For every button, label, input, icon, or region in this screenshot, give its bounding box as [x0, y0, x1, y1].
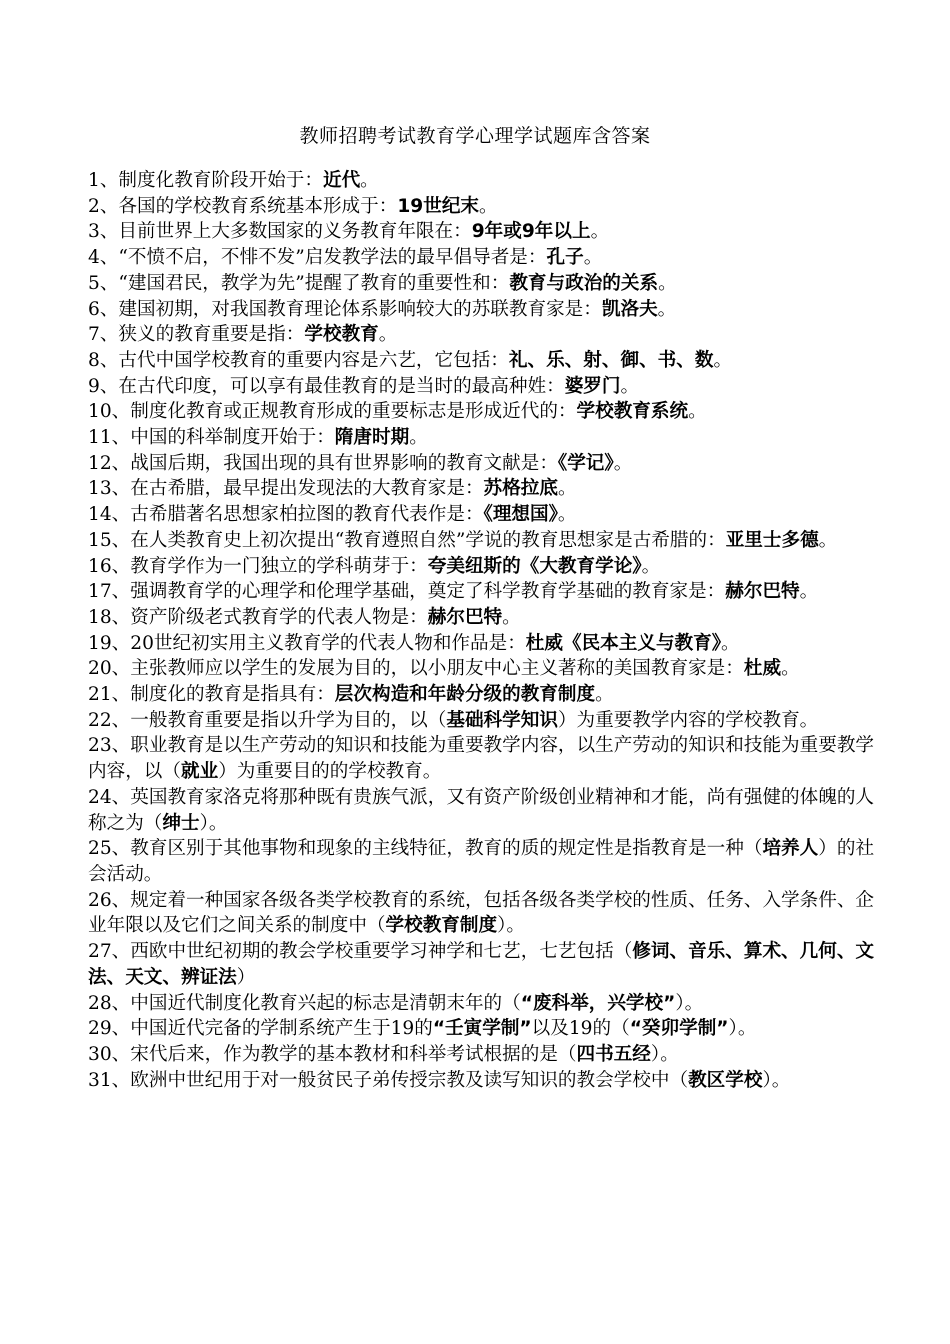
question-text: 20、主张教师应以学生的发展为目的，以小朋友中心主义著称的美国教育家是： [88, 658, 744, 680]
answer-text: 《理想国》 [483, 504, 558, 526]
question-text: 31、欧洲中世纪用于对一般贫民子弟传授宗教及读写知识的教会学校中（ [88, 1069, 689, 1091]
question-text: 15、在人类教育史上初次提出“教育遵照自然”学说的教育思想家是古希腊的： [88, 529, 726, 551]
question-item [88, 836, 878, 887]
question-item [88, 708, 878, 734]
question-item [88, 297, 878, 323]
answer-text: 学校教育系统 [576, 401, 689, 423]
question-text-end: 。 [595, 684, 614, 706]
question-text: 19、20世纪初实用主义教育学的代表人物和作品是： [88, 632, 526, 654]
question-text-end: 。 [799, 581, 819, 603]
question-item [88, 631, 878, 657]
question-text-end: 。 [409, 427, 428, 449]
question-text-end: 。 [721, 632, 740, 654]
question-item [88, 322, 878, 348]
question-text-end: 。 [378, 324, 398, 346]
answer-text: 绅士 [162, 812, 200, 834]
question-text-end: 。 [590, 221, 610, 243]
question-item [88, 219, 878, 245]
question-text: 4、“不愤不启，不悱不发”启发教学法的最早倡导者是： [88, 247, 547, 269]
question-text-end: ）。 [762, 1069, 791, 1091]
answer-text: 亚里士多德 [725, 529, 819, 551]
question-text-end: 。 [613, 452, 633, 474]
question-text: 26、规定着一种国家各级各类学校教育的系统，包括各级各类学校的性质、任务、入学条件、企业年限以及它们之间关系的制度中（ [88, 889, 875, 937]
question-text: 11、中国的科举制度开始于： [88, 427, 335, 449]
question-text: 28、中国近代制度化教育兴起的标志是清朝末年的（ [88, 992, 521, 1014]
question-item [88, 682, 878, 708]
question-text-end: 以及19的（ [531, 1018, 630, 1040]
answer-text: 凯洛夫 [601, 298, 658, 320]
answer-text: 夸美纽斯的《大教育学论》 [427, 555, 642, 577]
question-item [88, 476, 878, 502]
question-item [88, 528, 878, 554]
question-text-end: 。 [818, 529, 838, 551]
question-text-end: 。 [713, 349, 733, 371]
question-item [88, 271, 878, 297]
question-list [88, 168, 878, 1093]
question-text-end: ）。 [199, 812, 228, 834]
answer-text: 礼、乐、射、御、书、数 [508, 349, 714, 371]
question-text: 10、制度化教育或正规教育形成的重要标志是形成近代的： [88, 401, 577, 423]
answer-text: 9年或9年以上 [471, 221, 591, 243]
question-item [88, 888, 878, 939]
question-item [88, 1042, 878, 1068]
question-item [88, 374, 878, 400]
question-item [88, 733, 878, 784]
question-text-end: ）。 [675, 992, 704, 1014]
question-text-end: 。 [657, 298, 677, 320]
question-text: 3、目前世界上大多数国家的义务教育年限在： [88, 221, 472, 243]
question-text-end: 。 [781, 658, 800, 680]
question-text: 1、制度化教育阶段开始于： [88, 170, 323, 191]
question-text-end: 。 [641, 555, 661, 577]
question-item [88, 451, 878, 477]
question-item [88, 579, 878, 605]
question-item [88, 656, 878, 682]
question-text-end: 。 [658, 272, 677, 294]
answer-text: 培养人 [762, 838, 819, 860]
question-text: 29、中国近代完备的学制系统产生于19的 [88, 1018, 433, 1040]
answer-text: 就业 [180, 761, 219, 783]
question-text-end: ）。 [728, 1018, 757, 1040]
question-item [88, 1068, 878, 1094]
question-text: 18、资产阶级老式教育学的代表人物是： [88, 606, 428, 628]
answer-text: 教育与政治的关系 [509, 272, 659, 294]
question-text-end: 。 [479, 195, 498, 217]
answer-text: 四书五经 [576, 1043, 651, 1065]
answer-text: 层次构造和年龄分级的教育制度 [334, 684, 596, 706]
question-text: 2、各国的学校教育系统基本形成于： [88, 195, 398, 217]
question-item [88, 554, 878, 580]
question-text: 5、“建国君民，教学为先”提醒了教育的重要性和： [88, 272, 510, 294]
answer-text: 隋唐时期 [334, 427, 410, 449]
answer-text: 《学记》 [557, 452, 614, 474]
question-text-end: 。 [360, 170, 379, 191]
question-text-end: 。 [583, 247, 603, 269]
question-item [88, 605, 878, 631]
answer-text: 孔子 [546, 247, 584, 269]
answer-text: “癸卯学制” [629, 1018, 729, 1040]
question-text: 12、战国后期，我国出现的具有世界影响的教育文献是： [88, 452, 558, 474]
answer-text: 杜威 [743, 658, 782, 680]
question-text-end: 。 [688, 401, 707, 423]
question-text: 23、职业教育是以生产劳动的知识和技能为重要教学内容，以生产劳动的知识和技能为重要教学内容，以（ [88, 735, 875, 783]
answer-text: 19世纪末 [397, 195, 480, 217]
question-item [88, 939, 878, 990]
answer-text: 教区学校 [688, 1069, 763, 1091]
question-text-end: ） [236, 966, 256, 988]
question-item [88, 168, 878, 194]
answer-text: 婆罗门 [564, 375, 621, 397]
question-item [88, 991, 878, 1017]
question-text: 17、强调教育学的心理学和伦理学基础，奠定了科学教育学基础的教育家是： [88, 581, 726, 603]
question-item [88, 425, 878, 451]
question-text: 16、教育学作为一门独立的学科萌芽于： [88, 555, 428, 577]
question-item [88, 502, 878, 528]
question-text-end: 。 [502, 606, 521, 628]
question-text: 30、宋代后来，作为教学的基本教材和科举考试根据的是（ [88, 1043, 577, 1065]
question-text-end: ）为重要教学内容的学校教育。 [557, 709, 819, 731]
question-text-end: 。 [620, 375, 640, 397]
document-title: 教师招聘考试教育学心理学试题库含答案 [299, 125, 651, 147]
question-item [88, 245, 878, 271]
answer-text: 苏格拉底 [483, 478, 558, 500]
question-text: 22、一般教育重要是指以升学为目的，以（ [88, 709, 447, 731]
question-item [88, 194, 878, 220]
question-text-end: ）的社会活动。 [88, 838, 875, 885]
answer-text: “废科举，兴学校” [520, 992, 676, 1014]
question-text-end: ）。 [650, 1043, 679, 1065]
answer-text: 杜威《民本主义与教育》 [525, 632, 722, 654]
question-text: 14、古希腊著名思想家柏拉图的教育代表作是： [88, 504, 484, 526]
question-text-end: ）。 [497, 915, 525, 937]
answer-text: 赫尔巴特 [427, 606, 503, 628]
question-text-end: 。 [557, 478, 577, 500]
question-text: 9、在古代印度，可以享有最佳教育的是当时的最高种姓： [88, 375, 565, 397]
question-item [88, 399, 878, 425]
question-item [88, 785, 878, 836]
question-item [88, 348, 878, 374]
question-text: 21、制度化的教育是指具有： [88, 684, 335, 706]
answer-text: “壬寅学制” [432, 1018, 532, 1040]
answer-text: 基础科学知识 [446, 709, 558, 731]
question-text-end: 。 [557, 504, 577, 526]
answer-text: 学校教育制度 [385, 915, 498, 937]
question-text: 25、教育区别于其他事物和现象的主线特征，教育的质的规定性是指教育是一种（ [88, 838, 763, 860]
answer-text: 修词、音乐、算术、几何、文法、天文、辨证法 [88, 941, 875, 988]
question-text-end: ）为重要目的的学校教育。 [218, 761, 442, 783]
answer-text: 学校教育 [304, 324, 379, 346]
question-text: 6、建国初期，对我国教育理论体系影响较大的苏联教育家是： [88, 298, 602, 320]
question-text: 7、狭义的教育重要是指： [88, 324, 305, 346]
question-item [88, 1016, 878, 1042]
question-text: 8、古代中国学校教育的重要内容是六艺，它包括： [88, 349, 509, 371]
question-text: 13、在古希腊，最早提出发现法的大教育家是： [88, 478, 484, 500]
question-text: 24、英国教育家洛克将那种既有贵族气派，又有资产阶级创业精神和才能，尚有强健的体魄的人称之为（ [88, 786, 875, 834]
question-text: 27、西欧中世纪初期的教会学校重要学习神学和七艺，七艺包括（ [88, 941, 633, 963]
answer-text: 赫尔巴特 [725, 581, 800, 603]
answer-text: 近代 [322, 170, 361, 191]
